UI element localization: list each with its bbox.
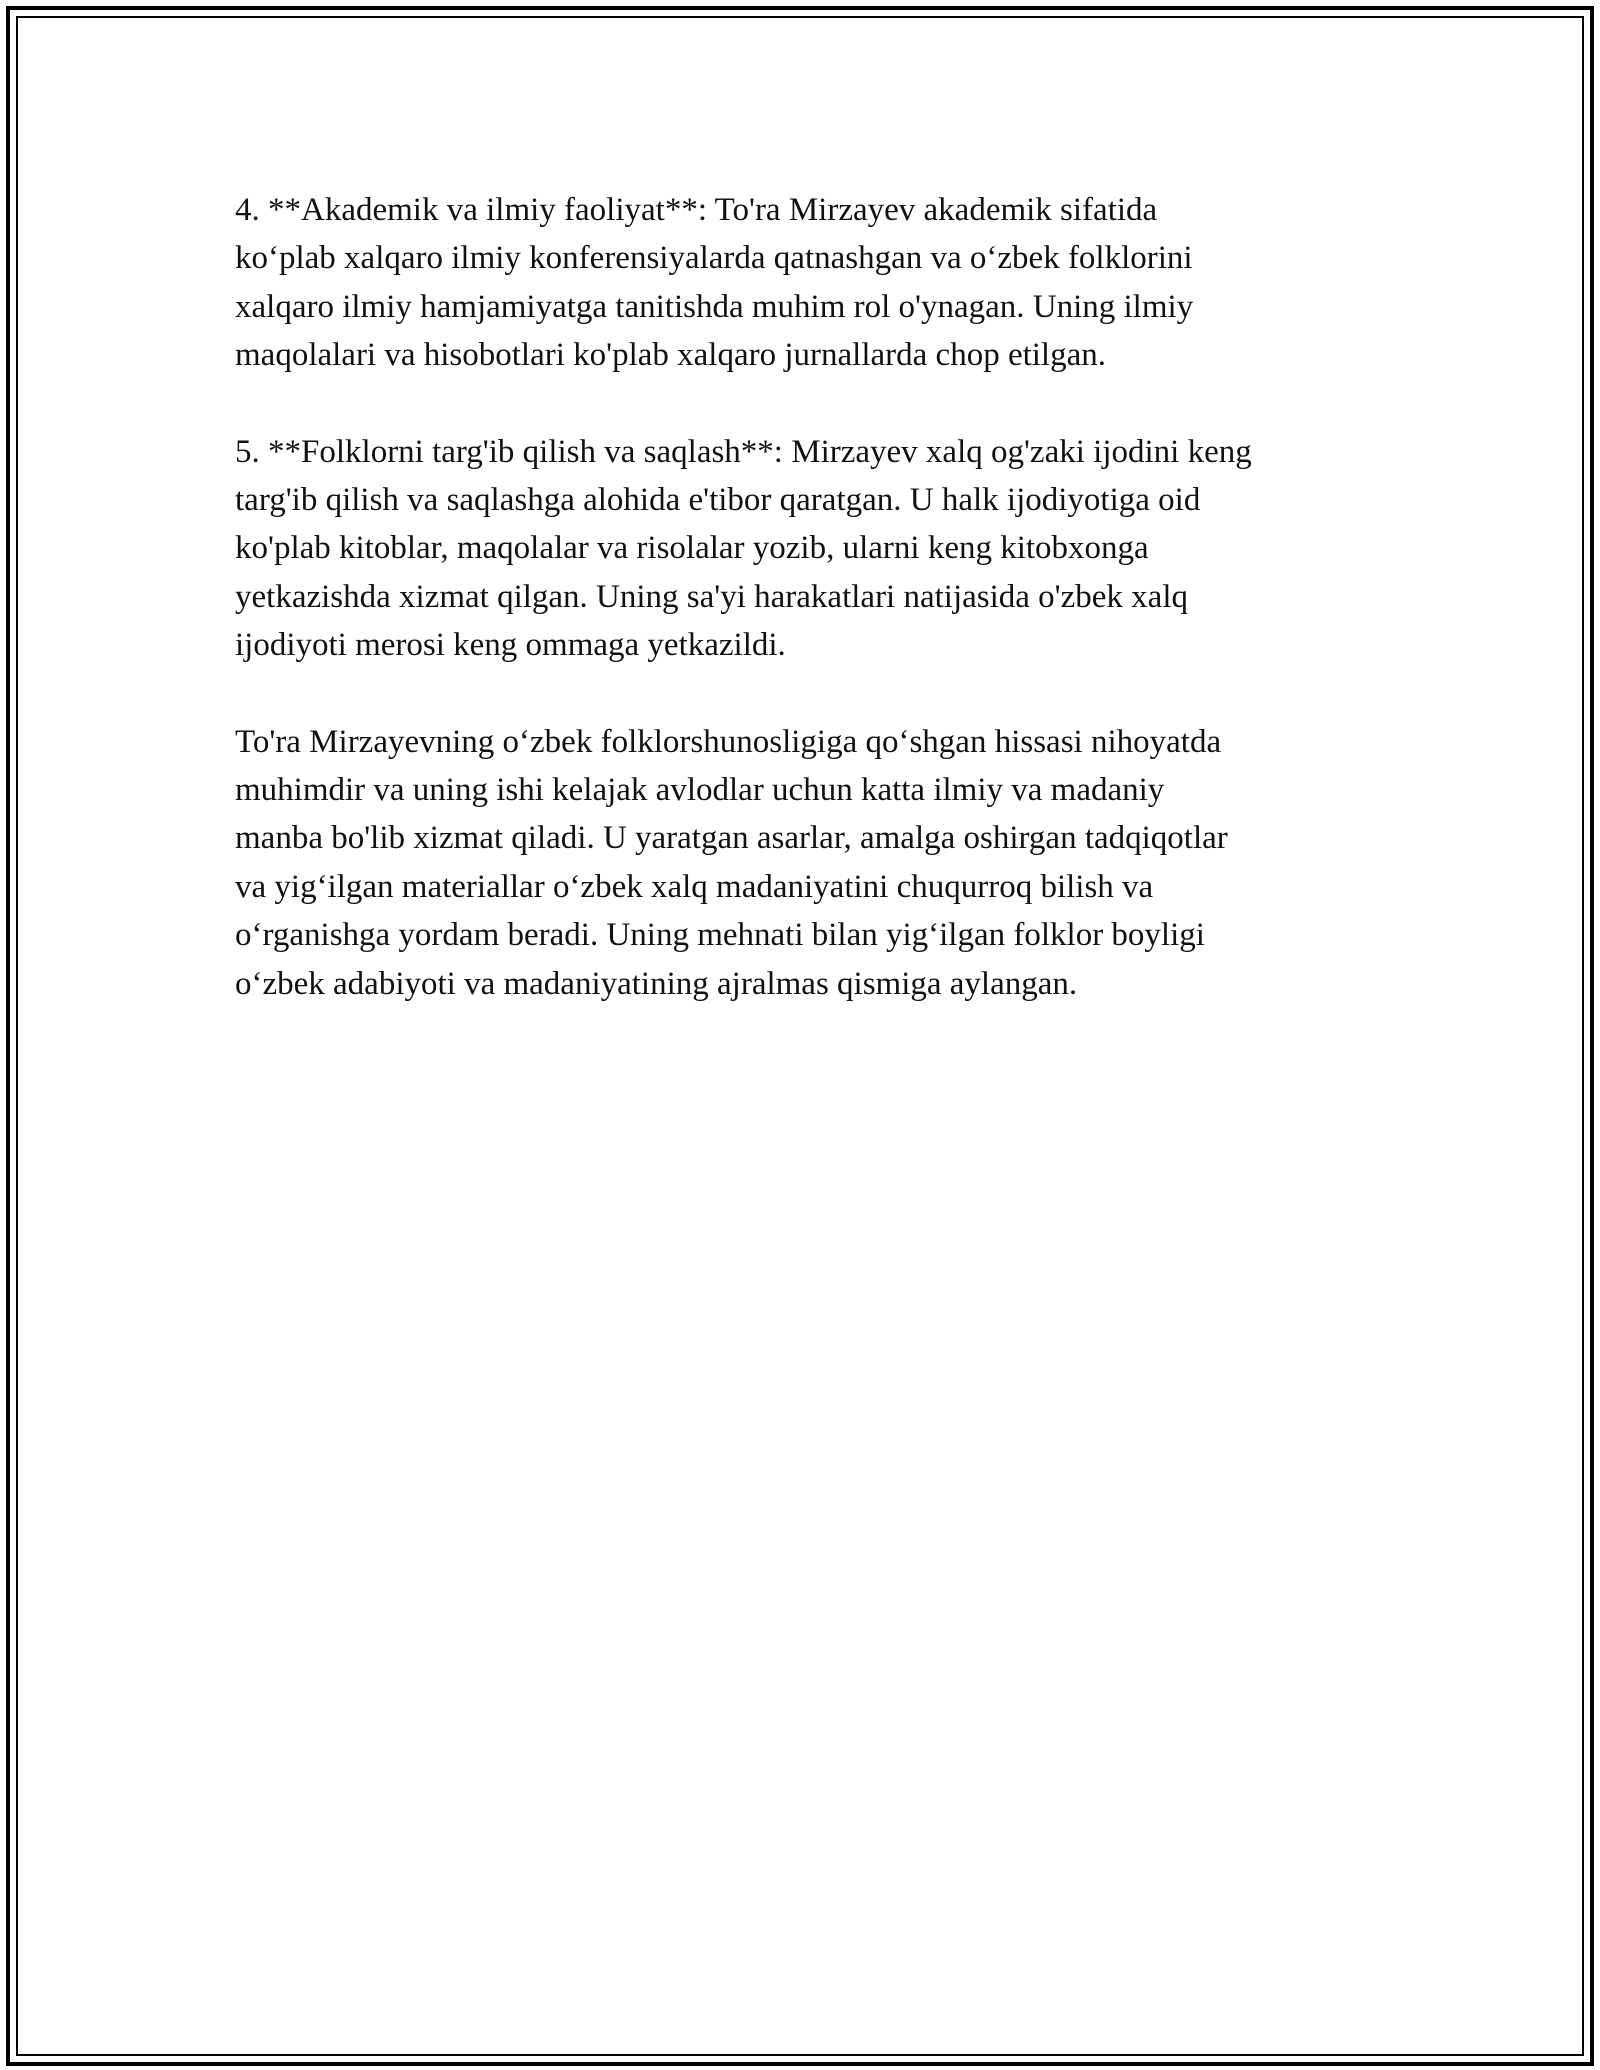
document-body [235, 186, 1385, 1056]
text-line: ko'plab kitoblar, maqolalar va risolalar yozib, ularni keng kitobxonga [235, 530, 1149, 567]
text-line: To'ra Mirzayevning o‘zbek folklorshunosligiga qo‘shgan hissasi nihoyatda [235, 723, 1222, 760]
text-line: o‘zbek adabiyoti va madaniyatining ajralmas qismiga aylangan. [235, 965, 1078, 1002]
paragraph-folklore-promotion [235, 428, 1385, 670]
text-line: 4. **Akademik va ilmiy faoliyat**: To'ra Mirzayev akademik sifatida [235, 192, 1158, 228]
paragraph-academic-activity [235, 186, 1385, 380]
text-line: muhimdir va uning ishi kelajak avlodlar uchun katta ilmiy va madaniy [235, 772, 1165, 809]
text-line: ko‘plab xalqaro ilmiy konferensiyalarda qatnashgan va o‘zbek folklorini [235, 240, 1193, 277]
text-line: o‘rganishga yordam beradi. Uning mehnati bilan yig‘ilgan folklor boyligi [235, 917, 1205, 954]
text-line: manba bo'lib xizmat qiladi. U yaratgan asarlar, amalga oshirgan tadqiqotlar [235, 820, 1228, 857]
text-line: xalqaro ilmiy hamjamiyatga tanitishda muhim rol o'ynagan. Uning ilmiy [235, 288, 1194, 325]
text-line: 5. **Folklorni targ'ib qilish va saqlash**: Mirzayev xalq og'zaki ijodini keng [235, 433, 1252, 470]
text-line: yetkazishda xizmat qilgan. Uning sa'yi harakatlari natijasida o'zbek xalq [235, 578, 1188, 615]
text-line: targ'ib qilish va saqlashga alohida e'tibor qaratgan. U halk ijodiyotiga oid [235, 482, 1201, 519]
text-line: maqolalari va hisobotlari ko'plab xalqaro jurnallarda chop etilgan. [235, 337, 1106, 374]
text-line: ijodiyoti merosi keng ommaga yetkazildi. [235, 627, 786, 664]
paragraph-conclusion [235, 718, 1385, 1008]
text-line: va yig‘ilgan materiallar o‘zbek xalq madaniyatini chuqurroq bilish va [235, 868, 1154, 905]
